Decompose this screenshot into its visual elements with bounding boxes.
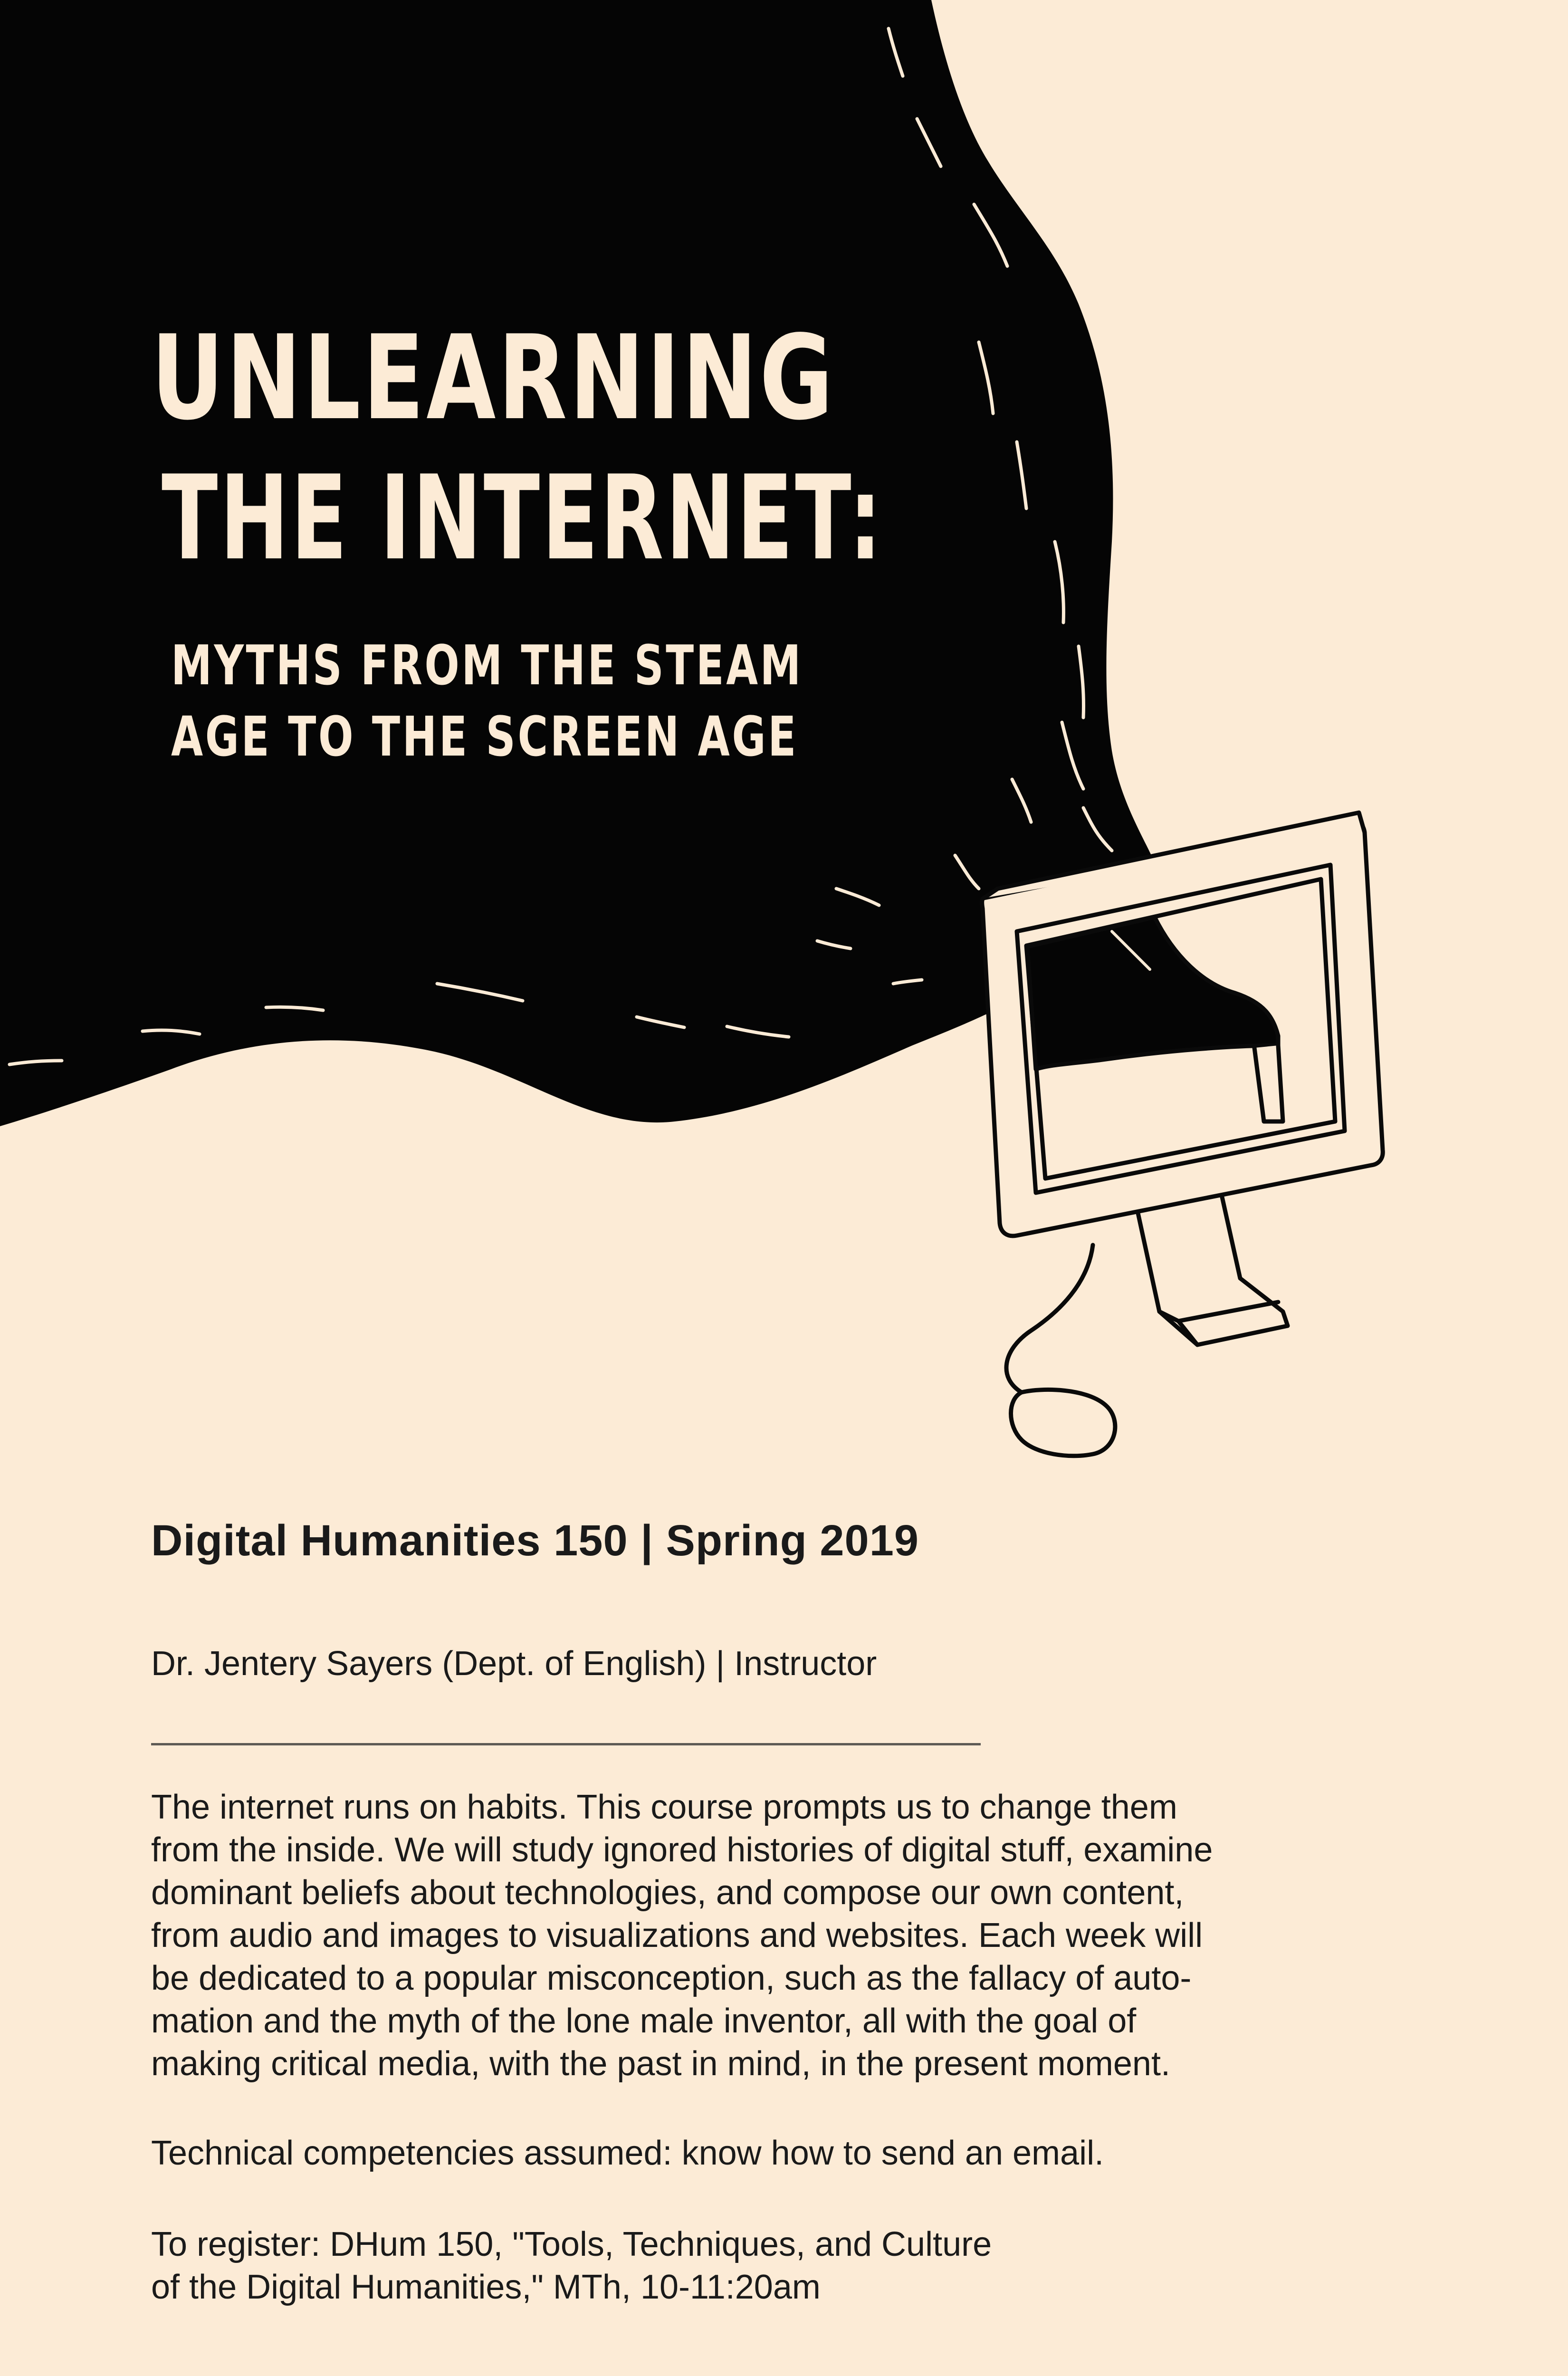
instructor-line: Dr. Jentery Sayers (Dept. of English) | Instructor [151, 1645, 877, 1683]
poster-subtitle-line2: AGE TO THE SCREEN AGE [171, 705, 798, 769]
description-line: making critical media, with the past in mind, in the present moment. [151, 2045, 1170, 2083]
description-line: mation and the myth of the lone male inventor, all with the goal of [151, 2002, 1137, 2040]
poster-subtitle-line1: MYTHS FROM THE STEAM [171, 634, 803, 698]
description-line: from audio and images to visualizations and websites. Each week will [151, 1916, 1203, 1954]
register-info [151, 2223, 992, 2309]
description-line: The internet runs on habits. This course prompts us to change them [151, 1788, 1177, 1826]
description-line: be dedicated to a popular misconception, such as the fallacy of auto- [151, 1959, 1192, 1997]
course-description [151, 1786, 1320, 2085]
register-line: of the Digital Humanities," MTh, 10-11:20am [151, 2268, 821, 2306]
description-line: from the inside. We will study ignored histories of digital stuff, examine [151, 1831, 1213, 1869]
description-line: dominant beliefs about technologies, and compose our own content, [151, 1874, 1184, 1912]
poster-title-line2: THE INTERNET: [162, 450, 884, 586]
competencies-line: Technical competencies assumed: know how to send an email. [151, 2134, 1104, 2172]
monitor-illustration-icon [982, 813, 1383, 1456]
poster-title-line1: UNLEARNING [151, 310, 835, 446]
course-heading: Digital Humanities 150 | Spring 2019 [151, 1516, 919, 1565]
mouse-illustration-icon [1011, 1389, 1115, 1456]
register-line: To register: DHum 150, "Tools, Techniques, and Culture [151, 2225, 992, 2263]
divider [151, 1743, 981, 1745]
